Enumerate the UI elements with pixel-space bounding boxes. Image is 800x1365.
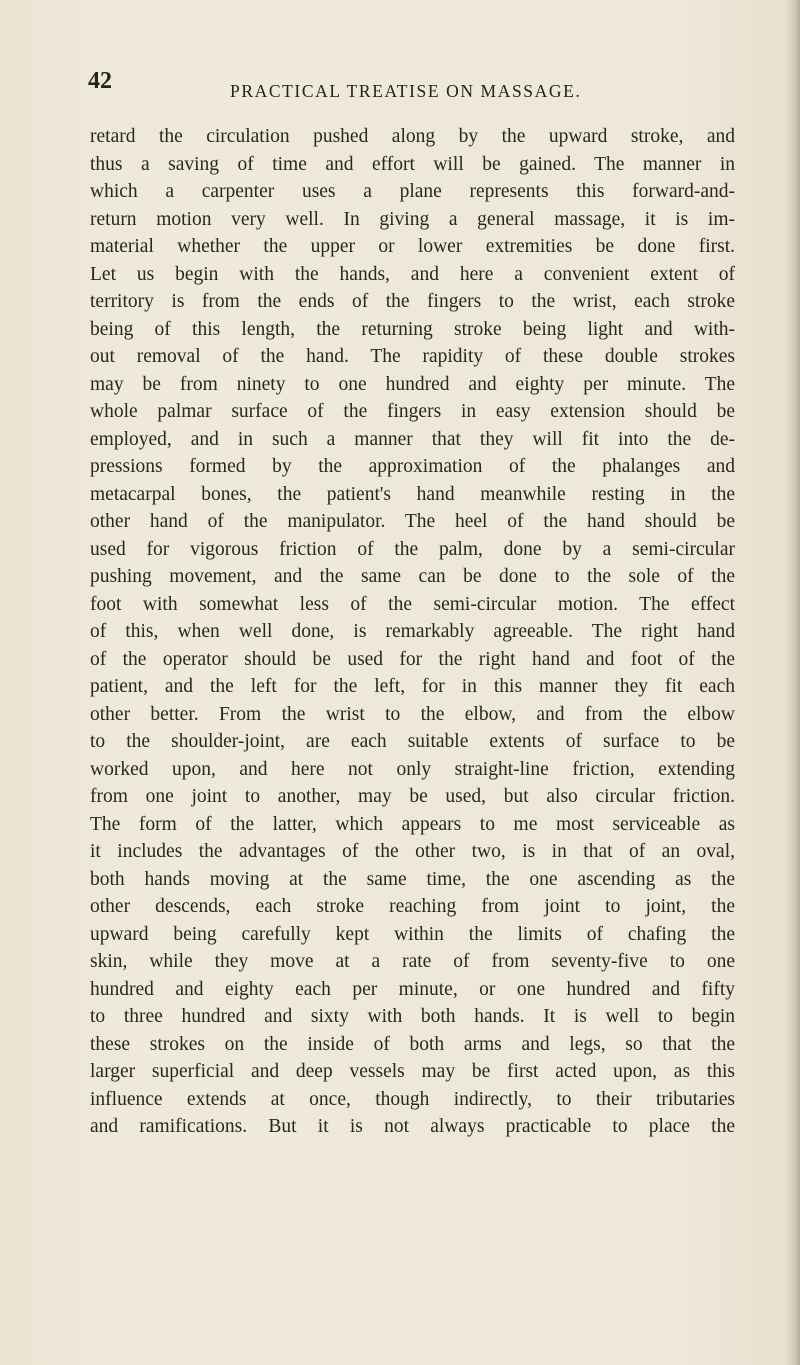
- text-line: skin, while they move at a rate of from seventy-five to one: [90, 951, 735, 972]
- text-line: being of this length, the returning stroke being light and with-: [90, 318, 735, 340]
- text-line: influence extends at once, though indirectly, to their tributaries: [90, 1088, 735, 1110]
- text-line: to the shoulder-joint, are each suitable extents of surface to be: [90, 731, 735, 752]
- text-line: these strokes on the inside of both arms and legs, so that the: [90, 1033, 735, 1055]
- text-line: to three hundred and sixty with both hands. It is well to begin: [90, 1006, 735, 1027]
- text-line: used for vigorous friction of the palm, done by a semi-circular: [90, 538, 735, 560]
- text-line: metacarpal bones, the patient's hand meanwhile resting in the: [90, 483, 735, 505]
- running-head: PRACTICAL TREATISE ON MASSAGE.: [230, 81, 582, 101]
- text-line: return motion very well. In giving a general massage, it is im-: [90, 208, 735, 230]
- text-line: foot with somewhat less of the semi-circular motion. The effect: [90, 593, 735, 615]
- page-edge-shadow: [786, 0, 800, 1365]
- text-line: hundred and eighty each per minute, or one hundred and fifty: [90, 978, 735, 1000]
- text-line: of this, when well done, is remarkably agreeable. The right hand: [90, 621, 735, 642]
- text-line: from one joint to another, may be used, but also circular friction.: [90, 786, 735, 807]
- text-line: upward being carefully kept within the limits of chafing the: [90, 923, 735, 945]
- text-line: and ramifications. But it is not always practicable to place the: [90, 1116, 735, 1137]
- text-line: pressions formed by the approximation of the phalanges and: [90, 456, 735, 477]
- text-line: of the operator should be used for the right hand and foot of the: [90, 648, 735, 670]
- text-line: territory is from the ends of the fingers to the wrist, each stroke: [90, 291, 735, 312]
- text-line: it includes the advantages of the other two, is in that of an oval,: [90, 841, 735, 862]
- text-line: other better. From the wrist to the elbow, and from the elbow: [90, 703, 735, 725]
- text-line: pushing movement, and the same can be done to the sole of the: [90, 566, 735, 587]
- text-line: retard the circulation pushed along by the upward stroke, and: [90, 126, 735, 147]
- page-number: 42: [88, 68, 112, 94]
- page-header: [88, 68, 750, 102]
- text-line: material whether the upper or lower extremities be done first.: [90, 236, 735, 257]
- text-line: out removal of the hand. The rapidity of these double strokes: [90, 346, 735, 367]
- text-line: patient, and the left for the left, for in this manner they fit each: [90, 676, 735, 697]
- text-line: which a carpenter uses a plane represents this forward-and-: [90, 181, 735, 202]
- text-line: other hand of the manipulator. The heel of the hand should be: [90, 511, 735, 532]
- body-paragraph: [90, 123, 735, 1141]
- text-line: both hands moving at the same time, the one ascending as the: [90, 868, 735, 890]
- text-line: thus a saving of time and effort will be gained. The manner in: [90, 153, 735, 175]
- text-line: worked upon, and here not only straight-line friction, extending: [90, 758, 735, 780]
- text-line: The form of the latter, which appears to me most serviceable as: [90, 813, 735, 835]
- text-line: larger superficial and deep vessels may be first acted upon, as this: [90, 1061, 735, 1082]
- text-line: may be from ninety to one hundred and eighty per minute. The: [90, 373, 735, 395]
- text-line: other descends, each stroke reaching from joint to joint, the: [90, 896, 735, 917]
- text-line: employed, and in such a manner that they will fit into the de-: [90, 428, 735, 450]
- text-line: Let us begin with the hands, and here a convenient extent of: [90, 263, 735, 285]
- text-line: whole palmar surface of the fingers in easy extension should be: [90, 401, 735, 422]
